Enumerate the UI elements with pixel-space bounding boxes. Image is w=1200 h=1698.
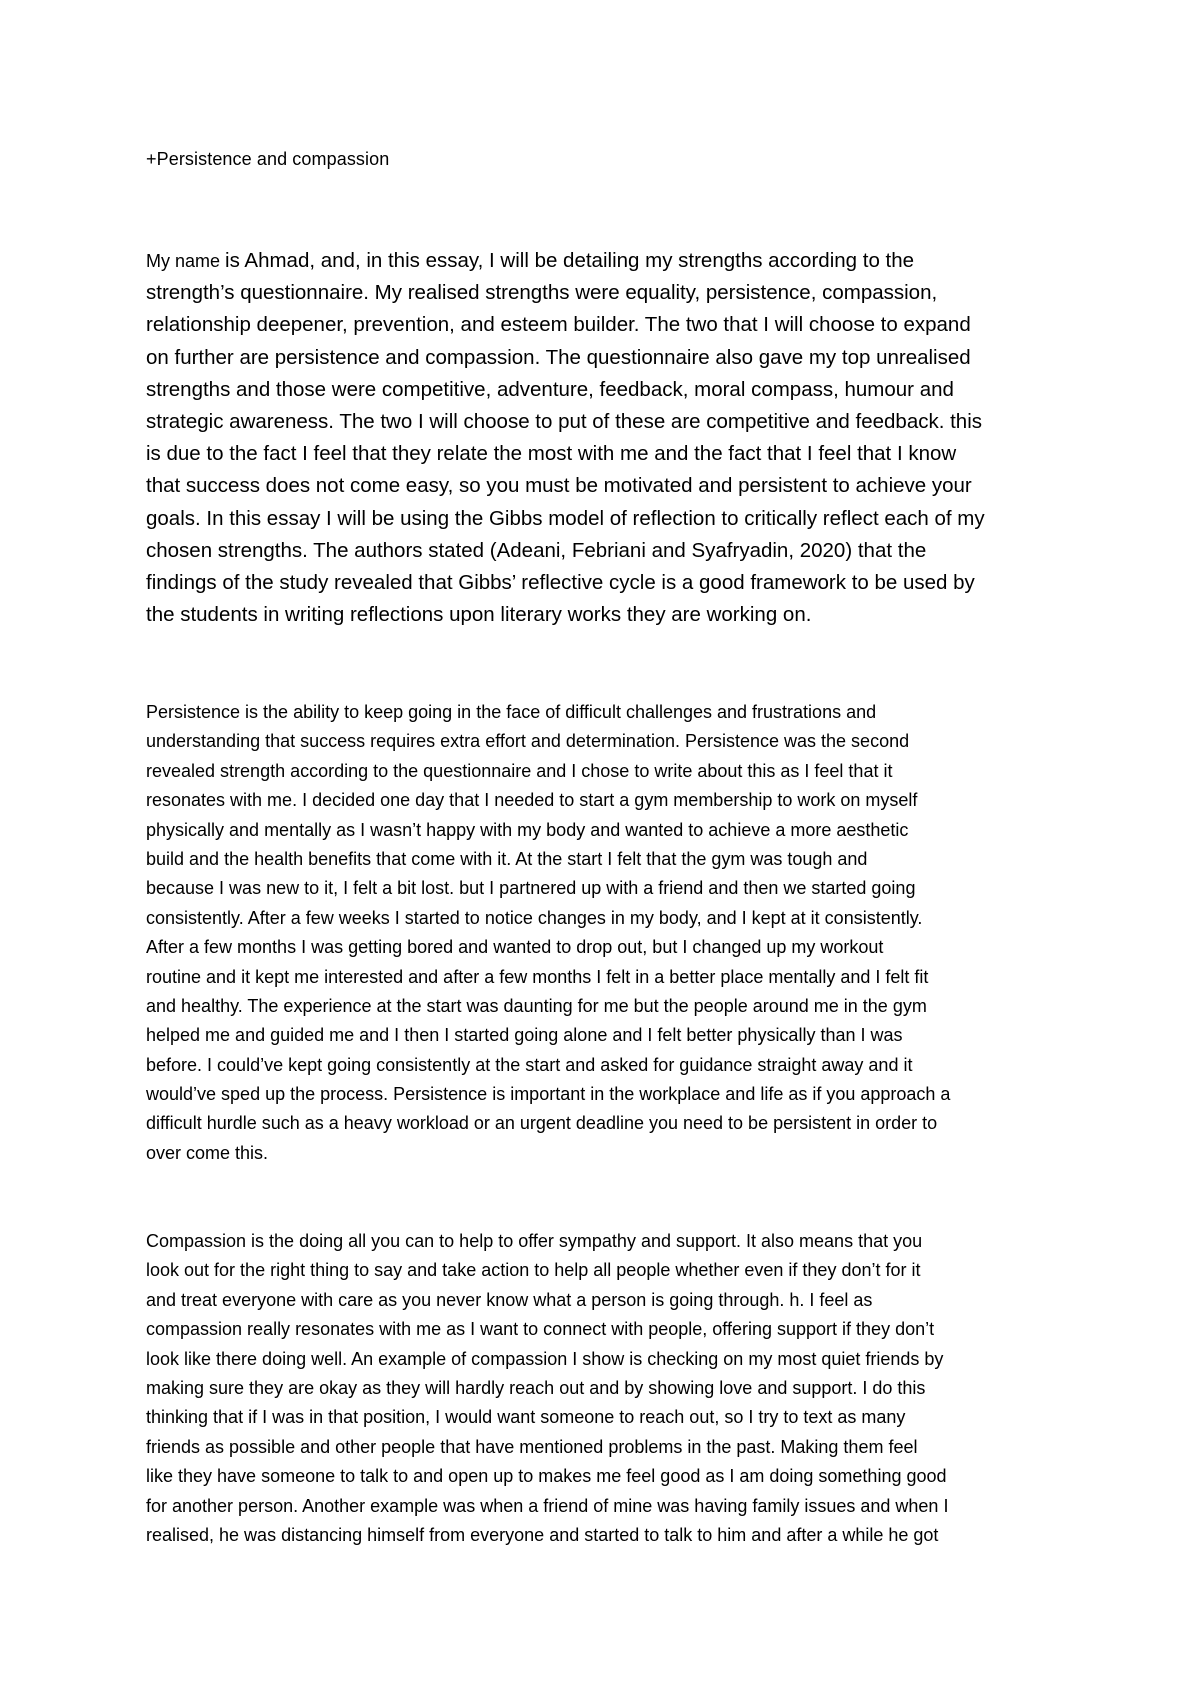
- paragraph-line: over come this.: [146, 1142, 269, 1163]
- paragraph-line: friends as possible and other people that have mentioned problems in the past. Making them feel: [146, 1436, 918, 1457]
- document-title: +Persistence and compassion: [146, 149, 390, 169]
- paragraph-line: goals. In this essay I will be using the Gibbs model of reflection to critically reflect each of my: [146, 506, 985, 530]
- paragraph-line: resonates with me. I decided one day that I needed to start a gym membership to work on myself: [146, 790, 918, 811]
- paragraph-line: consistently. After a few weeks I started to notice changes in my body, and I kept at it consistently.: [146, 907, 923, 928]
- paragraph-line: [146, 245, 1062, 277]
- paragraph-line: findings of the study revealed that Gibbs’ reflective cycle is a good framework to be used by: [146, 570, 975, 594]
- paragraph-line: difficult hurdle such as a heavy workload or an urgent deadline you need to be persistent in order to: [146, 1113, 938, 1134]
- paragraph-line: build and the health benefits that come with it. At the start I felt that the gym was tough and: [146, 848, 868, 869]
- paragraph-line: realised, he was distancing himself from everyone and started to talk to him and after a while he got: [146, 1524, 939, 1545]
- paragraph-line: on further are persistence and compassion. The questionnaire also gave my top unrealised: [146, 345, 971, 369]
- paragraph-line: Compassion is the doing all you can to help to offer sympathy and support. It also means that you: [146, 1231, 923, 1251]
- paragraph-line: Persistence is the ability to keep going in the face of difficult challenges and frustrations and: [146, 702, 877, 722]
- paragraph-line: and healthy. The experience at the start was daunting for me but the people around me in the gym: [146, 995, 927, 1016]
- paragraph-line: routine and it kept me interested and after a few months I felt in a better place mentally and I felt fit: [146, 966, 929, 987]
- paragraph-line: strategic awareness. The two I will choose to put of these are competitive and feedback. this: [146, 409, 983, 433]
- paragraph-line: look like there doing well. An example of compassion I show is checking on my most quiet friends by: [146, 1348, 944, 1369]
- paragraph-line: understanding that success requires extra effort and determination. Persistence was the second: [146, 731, 910, 752]
- paragraph-line: revealed strength according to the questionnaire and I chose to write about this as I feel that it: [146, 760, 893, 781]
- intro-lead-text: My name: [146, 251, 226, 271]
- paragraph-line: thinking that if I was in that position, I would want someone to reach out, so I try to text as many: [146, 1407, 906, 1428]
- paragraph-line: look out for the right thing to say and take action to help all people whether even if they don’t for it: [146, 1260, 921, 1281]
- intro-first-line-text: is Ahmad, and, in this essay, I will be detailing my strengths according to the: [225, 249, 915, 272]
- paragraph-line: for another person. Another example was when a friend of mine was having family issues and when I: [146, 1495, 949, 1516]
- paragraph-line: physically and mentally as I wasn’t happy with my body and wanted to achieve a more aesthetic: [146, 819, 909, 840]
- paragraph-line: chosen strengths. The authors stated (Adeani, Febriani and Syafryadin, 2020) that the: [146, 538, 927, 562]
- paragraph-line: compassion really resonates with me as I want to connect with people, offering support if they don’t: [146, 1319, 935, 1340]
- paragraph-line: making sure they are okay as they will hardly reach out and by showing love and support. I do this: [146, 1377, 926, 1398]
- paragraph-line: relationship deepener, prevention, and esteem builder. The two that I will choose to expand: [146, 313, 971, 337]
- paragraph-line: helped me and guided me and I then I started going alone and I felt better physically than I was: [146, 1025, 903, 1046]
- persistence-paragraph: [146, 698, 1062, 1168]
- paragraph-line: would’ve sped up the process. Persistence is important in the workplace and life as if you approach a: [146, 1084, 951, 1105]
- compassion-paragraph: [146, 1227, 1062, 1550]
- paragraph-line: After a few months I was getting bored and wanted to drop out, but I changed up my workout: [146, 937, 884, 958]
- paragraph-line: because I was new to it, I felt a bit lost. but I partnered up with a friend and then we started going: [146, 878, 916, 899]
- paragraph-line: like they have someone to talk to and open up to makes me feel good as I am doing something good: [146, 1466, 947, 1487]
- paragraph-line: that success does not come easy, so you must be motivated and persistent to achieve your: [146, 474, 972, 498]
- paragraph-line: the students in writing reflections upon literary works they are working on.: [146, 603, 812, 627]
- paragraph-line: strength’s questionnaire. My realised strengths were equality, persistence, compassion,: [146, 281, 938, 305]
- paragraph-line: is due to the fact I feel that they relate the most with me and the fact that I feel that I know: [146, 442, 957, 466]
- paragraph-line: and treat everyone with care as you never know what a person is going through. h. I feel as: [146, 1289, 873, 1310]
- paragraph-line: before. I could’ve kept going consistently at the start and asked for guidance straight away and it: [146, 1054, 913, 1075]
- paragraph-line: strengths and those were competitive, adventure, feedback, moral compass, humour and: [146, 377, 954, 401]
- intro-paragraph: [146, 245, 1062, 631]
